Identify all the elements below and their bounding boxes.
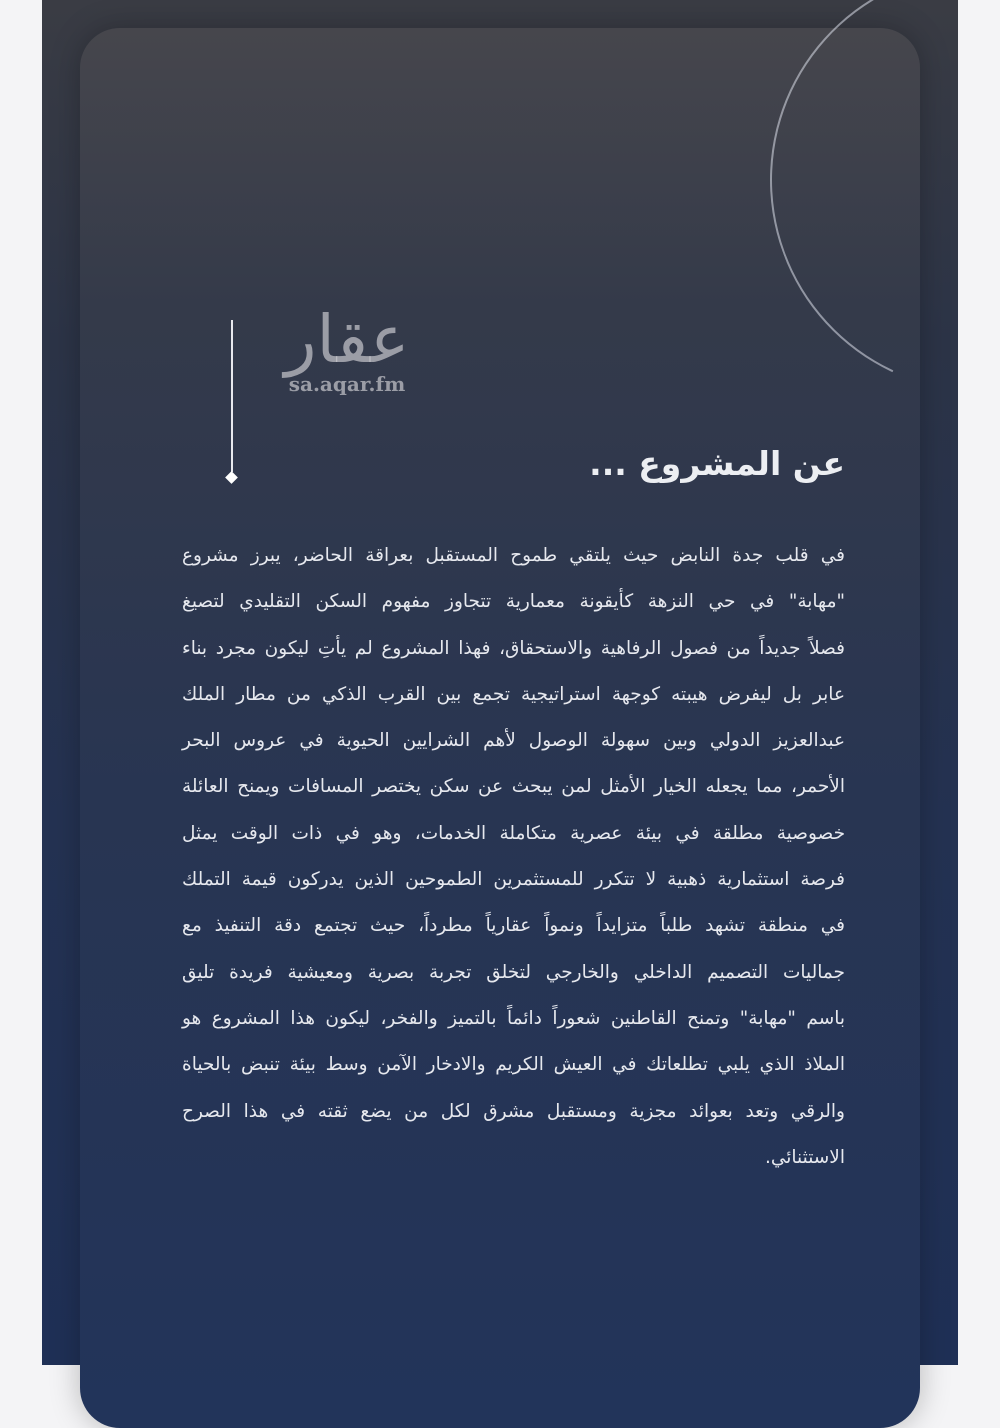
paragraph-line: باسم "مهابة" وتمنح القاطنين شعوراً دائماً بالتميز والفخر، ليكون هذا المشروع هو: [182, 1007, 845, 1029]
project-description: [182, 533, 845, 1181]
aqar-watermark: [262, 300, 432, 396]
paragraph-line: "مهابة" في حي النزهة كأيقونة معمارية تتجاوز مفهوم السكن التقليدي لتصيغ: [182, 591, 845, 613]
watermark-url: sa.aqar.fm: [288, 372, 406, 396]
decorative-vertical-line: [231, 320, 233, 472]
paragraph-line: فصلاً جديداً من فصول الرفاهية والاستحقاق، فهذا المشروع لم يأتِ ليكون مجرد بناء: [182, 637, 845, 659]
paragraph-line: جماليات التصميم الداخلي والخارجي لتخلق تجربة بصرية ومعيشية فريدة تليق: [182, 961, 845, 983]
paragraph-line: والرقي وتعد بعوائد مجزية ومستقبل مشرق لكل من يضع ثقته في هذا الصرح: [182, 1100, 845, 1122]
decorative-arc: [710, 0, 1000, 452]
paragraph-line: في قلب جدة النابض حيث يلتقي طموح المستقبل بعراقة الحاضر، يبرز مشروع: [182, 545, 845, 566]
paragraph-line: الأحمر، مما يجعله الخيار الأمثل لمن يبحث عن سكن يختصر المسافات ويمنح العائلة: [182, 776, 845, 798]
paragraph-line: الاستثنائي.: [764, 1146, 845, 1168]
watermark-logo-text: عقار: [284, 301, 410, 378]
paragraph-line: عابر بل ليفرض هيبته كوجهة استراتيجية تجمع بين القرب الذكي من مطار الملك: [182, 683, 845, 705]
paragraph-line: عبدالعزيز الدولي وبين سهولة الوصول لأهم الشرايين الحيوية في عروس البحر: [182, 730, 845, 752]
paragraph-line: الملاذ الذي يلبي تطلعاتك في العيش الكريم والادخار الآمن وسط بيئة تنبض بالحياة: [182, 1054, 845, 1076]
paragraph-line: خصوصية مطلقة في بيئة عصرية متكاملة الخدمات، وهو في ذات الوقت يمثل: [182, 822, 845, 844]
section-title: عن المشروع ...: [589, 444, 845, 483]
paragraph-line: في منطقة تشهد طلباً متزايداً ونمواً عقارياً مطرداً، حيث تجتمع دقة التنفيذ مع: [182, 915, 845, 937]
paragraph-line: فرصة استثمارية ذهبية لا تتكرر للمستثمرين الطموحين الذين يدركون قيمة التملك: [182, 869, 845, 891]
